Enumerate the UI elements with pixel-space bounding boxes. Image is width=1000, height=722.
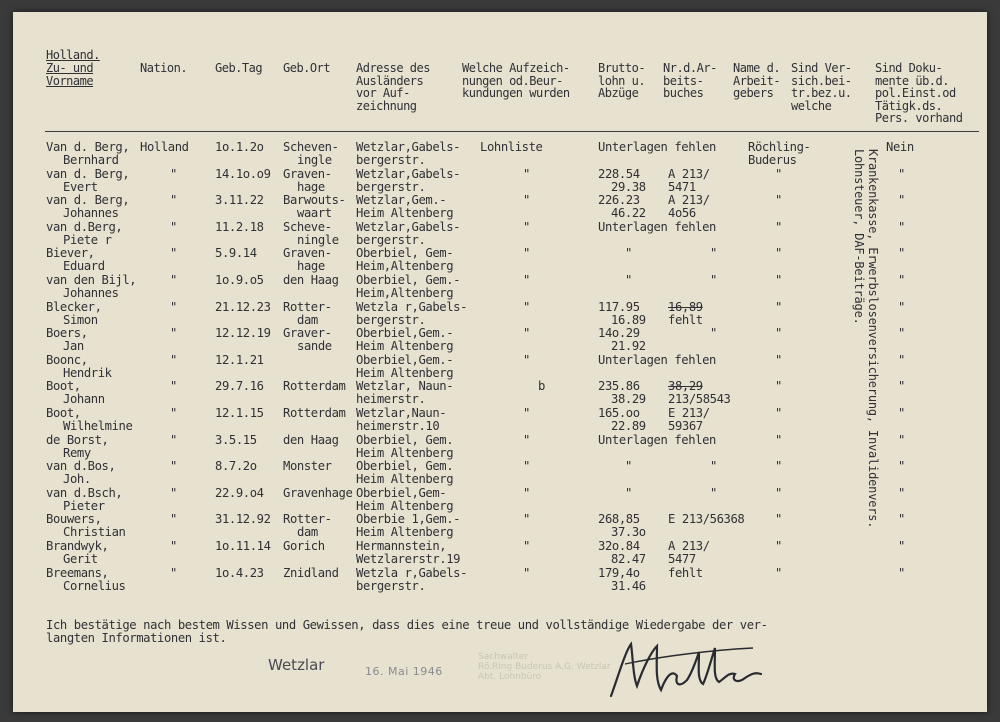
- row-gross: ": [625, 459, 632, 474]
- row-birth-place: Scheve-: [283, 219, 332, 234]
- row-workbook-2: fehlt: [668, 312, 703, 327]
- footer-statement-line2: langten Informationen ist.: [46, 631, 227, 645]
- row-first-name: Wilhelmine: [63, 419, 133, 433]
- row-surname: van den Bijl,: [46, 273, 137, 287]
- row-birth-date: 3.5.15: [215, 432, 257, 447]
- row-gross: 179,4o: [598, 565, 640, 580]
- row-workbook: E 213/56368: [668, 512, 745, 527]
- row-birth-date: 12.1.21: [215, 352, 264, 367]
- row-workbook-2: 59367: [668, 419, 703, 433]
- header-birth-place: Geb.Ort: [283, 61, 331, 75]
- row-first-name: Cornelius: [63, 578, 126, 593]
- row-documents: ": [898, 539, 905, 553]
- row-workbook: A 213/: [668, 539, 710, 553]
- row-surname: Breemans,: [46, 565, 109, 580]
- row-first-name: Johannes: [63, 206, 119, 221]
- row-birth-place: Rotterdam: [283, 406, 346, 420]
- row-deductions: 37.3o: [611, 525, 646, 540]
- row-address: Wetzla r,Gabels-: [356, 565, 467, 580]
- header-documents: Sind Doku- mente üb.d. pol.Einst.od Tätigk.ds. Pers. vorhand: [875, 61, 963, 125]
- row-birth-place: Graven-: [283, 166, 332, 181]
- row-employer: ": [775, 246, 782, 261]
- row-nation: ": [170, 432, 177, 447]
- header-records: Welche Aufzeich- nungen od.Beur- kundungen wurden: [462, 61, 570, 100]
- row-surname: van d.Bos,: [46, 459, 116, 474]
- row-address-2: bergerstr.: [356, 232, 426, 247]
- row-nation: ": [170, 352, 177, 367]
- row-records: ": [523, 299, 530, 314]
- row-workbook: 38,29: [668, 379, 703, 394]
- row-gross: 32o.84: [598, 539, 640, 553]
- row-address: Wetzlar,Gabels-: [356, 219, 461, 234]
- row-surname: Boot,: [46, 379, 81, 394]
- row-birth-place: Barwouts-: [283, 193, 346, 208]
- row-birth-date: 8.7.2o: [215, 459, 257, 474]
- row-deductions: 21.92: [611, 339, 646, 354]
- header-workbook: Nr.d.Ar- beits- buches: [663, 61, 717, 100]
- place-stamp: Wetzlar: [268, 656, 325, 674]
- row-records: ": [523, 432, 530, 447]
- row-employer: ": [775, 539, 782, 553]
- row-birth-date: 21.12.23: [215, 299, 271, 314]
- row-documents: ": [898, 273, 905, 287]
- row-birth-place: Graven-: [283, 246, 332, 261]
- row-surname: Boers,: [46, 326, 88, 341]
- row-records: ": [523, 219, 530, 234]
- row-employer: ": [775, 193, 782, 208]
- row-gross: ": [625, 485, 632, 500]
- row-address-2: bergerstr.: [356, 153, 426, 167]
- row-documents: ": [898, 512, 905, 527]
- row-documents: ": [898, 432, 905, 447]
- row-records: ": [523, 352, 530, 367]
- row-nation: ": [170, 539, 177, 553]
- row-employer-2: Buderus: [748, 153, 797, 167]
- row-documents: ": [898, 565, 905, 580]
- row-surname: Bouwers,: [46, 512, 102, 527]
- row-employer: ": [775, 459, 782, 474]
- row-deductions: 29.38: [611, 179, 646, 194]
- row-address: Oberbiel,Gem.-: [356, 326, 454, 341]
- row-nation: ": [170, 565, 177, 580]
- row-employer: ": [775, 485, 782, 500]
- row-birth-date: 1o.1.2o: [215, 140, 264, 154]
- row-employer: ": [775, 273, 782, 287]
- row-birth-place-2: dam: [297, 525, 318, 540]
- row-gross: 165.oo: [598, 406, 640, 420]
- row-workbook: ": [710, 326, 717, 341]
- row-birth-place-2: ningle: [297, 232, 339, 247]
- row-first-name: Evert: [63, 179, 98, 194]
- row-address-2: Wetzlarerstr.19: [356, 552, 461, 566]
- row-address: Oberbiel, Gem.-: [356, 273, 461, 287]
- row-workbook-2: 5471: [668, 179, 696, 194]
- row-address: Oberbiel, Gem.: [356, 459, 454, 474]
- row-birth-place: Rotterdam: [283, 379, 346, 394]
- row-first-name: Gerit: [63, 552, 98, 566]
- row-nation: ": [170, 326, 177, 341]
- row-birth-date: 14.1o.o9: [215, 166, 271, 181]
- row-first-name: Piete r: [63, 232, 112, 247]
- row-birth-place: den Haag: [283, 432, 339, 447]
- row-birth-date: 1o.9.o5: [215, 273, 264, 287]
- row-surname: de Borst,: [46, 432, 109, 447]
- row-first-name: Pieter: [63, 498, 105, 513]
- row-documents: ": [898, 246, 905, 261]
- row-address-2: heimerstr.10: [356, 419, 440, 433]
- row-birth-place: Znidland: [283, 565, 339, 580]
- row-first-name: Christian: [63, 525, 126, 540]
- row-address-2: bergerstr.: [356, 179, 426, 194]
- row-records: ": [523, 246, 530, 261]
- row-birth-place-2: ingle: [297, 153, 332, 167]
- row-nation: ": [170, 219, 177, 234]
- row-employer: ": [775, 432, 782, 447]
- row-surname: Boonc,: [46, 352, 88, 367]
- row-birth-place: Gorich: [283, 539, 325, 553]
- row-address-2: Heim Altenberg: [356, 498, 454, 513]
- row-gross: 228.54: [598, 166, 640, 181]
- row-address-2: Heim Altenberg: [356, 206, 454, 221]
- row-gross: Unterlagen fehlen: [598, 432, 716, 447]
- row-address-2: Heim Altenberg: [356, 339, 454, 354]
- row-employer: ": [775, 379, 782, 394]
- row-birth-place: Graver-: [283, 326, 332, 341]
- vertical-note-insurance: Krankenkasse, Erwerbslosenversicherung, Invalidenvers.: [866, 149, 880, 529]
- row-address-2: bergerstr.: [356, 578, 426, 593]
- row-address-2: Heim Altenberg: [356, 472, 454, 487]
- row-nation: ": [170, 193, 177, 208]
- row-birth-date: 12.12.19: [215, 326, 271, 341]
- row-address: Oberbie 1,Gem.-: [356, 512, 461, 527]
- row-first-name: Eduard: [63, 259, 105, 274]
- row-workbook: ": [710, 273, 717, 287]
- row-employer: Röchling-: [748, 140, 811, 154]
- row-first-name: Jan: [63, 339, 84, 354]
- row-surname: Boot,: [46, 406, 81, 420]
- row-records: ": [523, 565, 530, 580]
- row-workbook-2: 213/58543: [668, 392, 731, 407]
- row-surname: Blecker,: [46, 299, 102, 314]
- row-employer: ": [775, 166, 782, 181]
- row-records: ": [523, 512, 530, 527]
- footer-statement-line1: Ich bestätige nach bestem Wissen und Gewissen, dass dies eine treue und vollständige Wiedergabe der ver-: [46, 618, 768, 632]
- row-deductions: 82.47: [611, 552, 646, 566]
- row-birth-date: 11.2.18: [215, 219, 264, 234]
- row-documents: Nein: [886, 140, 914, 154]
- row-surname: Van d. Berg,: [46, 140, 130, 154]
- row-gross: Unterlagen fehlen: [598, 140, 716, 154]
- row-records: ": [523, 485, 530, 500]
- row-documents: ": [898, 219, 905, 234]
- company-stamp: Sachwalter Rö.Ring Buderus A.G. Wetzlar Abt. Lohnbüro: [478, 652, 611, 682]
- row-address: Wetzlar, Naun-: [356, 379, 454, 394]
- row-first-name: Remy: [63, 445, 91, 460]
- row-nation: ": [170, 459, 177, 474]
- row-address-2: bergerstr.: [356, 312, 426, 327]
- row-records: ": [523, 539, 530, 553]
- row-deductions: 38.29: [611, 392, 646, 407]
- row-birth-place: den Haag: [283, 273, 339, 287]
- row-records: ": [523, 459, 530, 474]
- date-stamp: 16. Mai 1946: [365, 665, 443, 678]
- row-records: b: [538, 379, 545, 394]
- row-address: Oberbiel, Gem.: [356, 432, 454, 447]
- row-birth-place-2: waart: [297, 206, 332, 221]
- row-address-2: Heim Altenberg: [356, 365, 454, 380]
- row-first-name: Bernhard: [63, 153, 119, 167]
- row-gross: 14o.29: [598, 326, 640, 341]
- row-birth-date: 3.11.22: [215, 193, 264, 208]
- row-address: Wetzlar,Naun-: [356, 406, 447, 420]
- row-address-2: Heim Altenberg: [356, 525, 454, 540]
- row-deductions: 46.22: [611, 206, 646, 221]
- row-birth-place: Rotter-: [283, 512, 332, 527]
- row-gross: 117.95: [598, 299, 640, 314]
- row-birth-place-2: sande: [297, 339, 332, 354]
- row-address-2: Heim,Altenberg: [356, 259, 454, 274]
- header-rule: [45, 131, 979, 132]
- row-address: Wetzlar,Gem.-: [356, 193, 447, 208]
- row-records: ": [523, 406, 530, 420]
- row-address: Wetzlar,Gabels-: [356, 166, 461, 181]
- row-surname: van d. Berg,: [46, 193, 130, 208]
- row-documents: ": [898, 299, 905, 314]
- row-address: Hermannstein,: [356, 539, 447, 553]
- row-gross: ": [625, 246, 632, 261]
- row-nation: ": [170, 273, 177, 287]
- row-records: Lohnliste: [480, 140, 543, 154]
- row-documents: ": [898, 352, 905, 367]
- row-nation: ": [170, 406, 177, 420]
- row-birth-place: Scheven-: [283, 140, 339, 154]
- row-employer: ": [775, 512, 782, 527]
- header-address: Adresse des Ausländers vor Auf- zeichnung: [356, 61, 430, 113]
- row-nation: ": [170, 299, 177, 314]
- row-birth-place: Monster: [283, 459, 332, 474]
- row-gross: 235.86: [598, 379, 640, 394]
- row-workbook-2: 5477: [668, 552, 696, 566]
- row-employer: ": [775, 565, 782, 580]
- row-birth-place: Rotter-: [283, 299, 332, 314]
- row-first-name: Johannes: [63, 286, 119, 300]
- row-first-name: Joh.: [63, 472, 91, 487]
- row-nation: ": [170, 246, 177, 261]
- row-address-2: heimerstr.: [356, 392, 426, 407]
- vertical-note-tax: Lohnsteuer, DAF-Beiträge.: [852, 149, 866, 325]
- row-surname: van d. Berg,: [46, 166, 130, 181]
- row-workbook-2: 4o56: [668, 206, 696, 221]
- row-gross: Unterlagen fehlen: [598, 352, 716, 367]
- row-records: ": [523, 193, 530, 208]
- header-birth-date: Geb.Tag: [215, 61, 263, 75]
- row-documents: ": [898, 459, 905, 474]
- row-workbook: fehlt: [668, 565, 703, 580]
- row-gross: Unterlagen fehlen: [598, 219, 716, 234]
- row-birth-date: 12.1.15: [215, 406, 264, 420]
- row-gross: ": [625, 273, 632, 287]
- row-birth-date: 1o.11.14: [215, 539, 271, 553]
- header-name: Zu- und Vorname: [46, 61, 94, 88]
- row-workbook: 16,89: [668, 299, 703, 314]
- row-address-2: Heim,Altenberg: [356, 286, 454, 300]
- row-address: Wetzlar,Gabels-: [356, 140, 461, 154]
- row-deductions: 16.89: [611, 312, 646, 327]
- row-nation: Holland: [140, 140, 189, 154]
- row-surname: Brandwyk,: [46, 539, 109, 553]
- row-records: ": [523, 326, 530, 341]
- row-employer: ": [775, 219, 782, 234]
- row-first-name: Hendrik: [63, 365, 112, 380]
- row-address: Wetzla r,Gabels-: [356, 299, 467, 314]
- row-address: Oberbiel,Gem-: [356, 485, 447, 500]
- row-address-2: Heim Altenberg: [356, 445, 454, 460]
- row-nation: ": [170, 485, 177, 500]
- row-employer: ": [775, 406, 782, 420]
- row-workbook: ": [710, 485, 717, 500]
- country-heading: Holland.: [46, 48, 100, 62]
- row-gross: 268,85: [598, 512, 640, 527]
- row-birth-place: Gravenhage: [283, 485, 353, 500]
- row-documents: ": [898, 166, 905, 181]
- row-employer: ": [775, 299, 782, 314]
- row-deductions: 31.46: [611, 578, 646, 593]
- row-surname: Biever,: [46, 246, 95, 261]
- header-employer: Name d. Arbeit- gebers: [733, 61, 781, 100]
- row-workbook: ": [710, 246, 717, 261]
- row-address: Oberbiel, Gem-: [356, 246, 454, 261]
- row-surname: van d.Bsch,: [46, 485, 123, 500]
- row-workbook: A 213/: [668, 193, 710, 208]
- row-records: ": [523, 273, 530, 287]
- row-nation: ": [170, 512, 177, 527]
- row-birth-date: 5.9.14: [215, 246, 257, 261]
- row-birth-place-2: dam: [297, 312, 318, 327]
- row-workbook: ": [710, 459, 717, 474]
- row-birth-date: 29.7.16: [215, 379, 264, 394]
- row-documents: ": [898, 326, 905, 341]
- row-employer: ": [775, 352, 782, 367]
- row-surname: van d.Berg,: [46, 219, 123, 234]
- row-first-name: Johann: [63, 392, 105, 407]
- row-birth-date: 22.9.o4: [215, 485, 264, 500]
- row-nation: ": [170, 166, 177, 181]
- row-birth-date: 31.12.92: [215, 512, 271, 527]
- row-documents: ": [898, 193, 905, 208]
- row-workbook: A 213/: [668, 166, 710, 181]
- row-address: Oberbiel,Gem.-: [356, 352, 454, 367]
- row-birth-place-2: hage: [297, 259, 325, 274]
- row-first-name: Simon: [63, 312, 98, 327]
- row-employer: ": [775, 326, 782, 341]
- row-deductions: 22.89: [611, 419, 646, 433]
- row-birth-date: 1o.4.23: [215, 565, 264, 580]
- header-gross: Brutto- lohn u. Abzüge: [598, 61, 646, 100]
- row-gross: 226.23: [598, 193, 640, 208]
- row-records: ": [523, 166, 530, 181]
- header-insurance: Sind Ver- sich.bei- tr.bez.u. welche: [791, 61, 852, 113]
- row-documents: ": [898, 379, 905, 394]
- header-nation: Nation.: [140, 61, 188, 75]
- row-birth-place-2: hage: [297, 179, 325, 194]
- document-page: [13, 12, 987, 712]
- row-nation: ": [170, 379, 177, 394]
- row-documents: ": [898, 485, 905, 500]
- row-documents: ": [898, 406, 905, 420]
- row-workbook: E 213/: [668, 406, 710, 420]
- signature: [603, 634, 773, 704]
